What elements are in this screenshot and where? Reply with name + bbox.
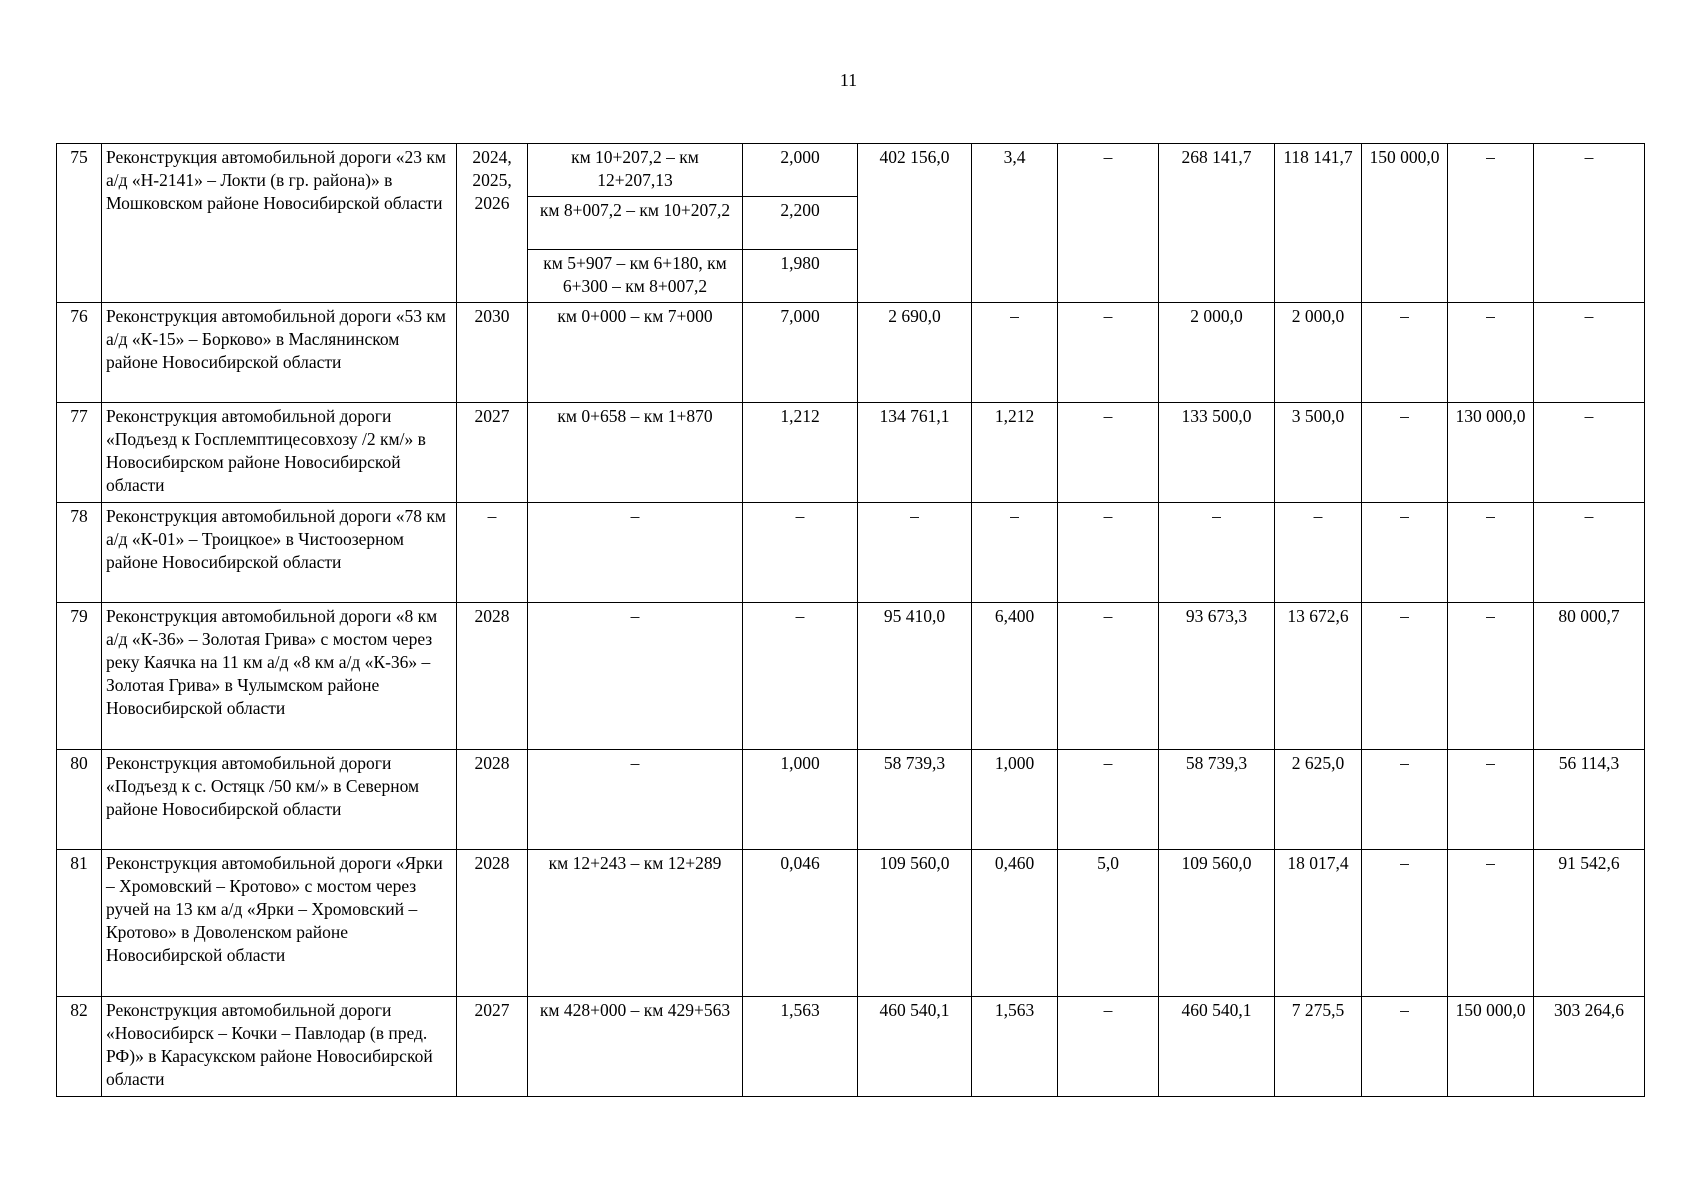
cell-value: – <box>972 503 1058 603</box>
years: 2028 <box>457 603 528 750</box>
cell-value: 109 560,0 <box>858 850 972 997</box>
cell-value: 2 000,0 <box>1159 303 1275 403</box>
road-name: Реконструкция автомобильной дороги «Новосибирск – Кочки – Павлодар (в пред. РФ)» в Карасукском районе Новосибирской области <box>102 997 457 1097</box>
road-name: Реконструкция автомобильной дороги «Подъезд к с. Остяцк /50 км/» в Северном районе Новосибирской области <box>102 750 457 850</box>
row-number: 77 <box>57 403 102 503</box>
cell-value: 58 739,3 <box>1159 750 1275 850</box>
table-row <box>57 603 1645 750</box>
length-km: 1,563 <box>743 997 858 1097</box>
table-row <box>57 303 1645 403</box>
years: 2030 <box>457 303 528 403</box>
cell-value: 6,400 <box>972 603 1058 750</box>
road-name: Реконструкция автомобильной дороги «Ярки – Хромовский – Кротово» с мостом через ручей на 13 км а/д «Ярки – Хромовский – Кротово» в Доволенском районе Новосибирской области <box>102 850 457 997</box>
cell-value: – <box>1362 850 1448 997</box>
cell-value: – <box>1058 750 1159 850</box>
cell-value: – <box>1058 144 1159 303</box>
km-range: км 428+000 – км 429+563 <box>528 997 743 1097</box>
cell-value: 7 275,5 <box>1275 997 1362 1097</box>
years: 2024, 2025, 2026 <box>457 144 528 303</box>
years: 2028 <box>457 750 528 850</box>
cell-value: 13 672,6 <box>1275 603 1362 750</box>
cell-value: 134 761,1 <box>858 403 972 503</box>
cell-value: 2 690,0 <box>858 303 972 403</box>
length-km: 7,000 <box>743 303 858 403</box>
cell-value: 130 000,0 <box>1448 403 1534 503</box>
cell-value: 150 000,0 <box>1362 144 1448 303</box>
cell-value: 91 542,6 <box>1534 850 1645 997</box>
km-range: – <box>528 503 743 603</box>
cell-value: – <box>1534 403 1645 503</box>
cell-value: – <box>1448 303 1534 403</box>
km-range: – <box>528 603 743 750</box>
cell-value: – <box>1448 603 1534 750</box>
road-name: Реконструкция автомобильной дороги «53 км а/д «К-15» – Борково» в Маслянинском районе Новосибирской области <box>102 303 457 403</box>
cell-value: – <box>1362 403 1448 503</box>
road-name: Реконструкция автомобильной дороги «Подъезд к Госплемптицесовхозу /2 км/» в Новосибирском районе Новосибирской области <box>102 403 457 503</box>
cell-value: – <box>1058 603 1159 750</box>
length-km: – <box>743 603 858 750</box>
row-number: 79 <box>57 603 102 750</box>
km-range: – <box>528 750 743 850</box>
cell-value: 56 114,3 <box>1534 750 1645 850</box>
cell-value: – <box>972 303 1058 403</box>
cell-value: – <box>1159 503 1275 603</box>
row-number: 81 <box>57 850 102 997</box>
road-name: Реконструкция автомобильной дороги «8 км а/д «К-36» – Золотая Грива» с мостом через реку Каячка на 11 км а/д «8 км а/д «К-36» – Золотая Грива» в Чулымском районе Новосибирской области <box>102 603 457 750</box>
cell-value: – <box>1058 303 1159 403</box>
cell-value: – <box>1362 303 1448 403</box>
length-km: 0,046 <box>743 850 858 997</box>
length-km: 2,000 <box>743 144 858 197</box>
km-range: км 10+207,2 – км 12+207,13 <box>528 144 743 197</box>
cell-value: 268 141,7 <box>1159 144 1275 303</box>
cell-value: 0,460 <box>972 850 1058 997</box>
row-number: 75 <box>57 144 102 303</box>
road-name: Реконструкция автомобильной дороги «78 км а/д «К-01» – Троицкое» в Чистоозерном районе Новосибирской области <box>102 503 457 603</box>
cell-value: – <box>1275 503 1362 603</box>
cell-value: 460 540,1 <box>858 997 972 1097</box>
km-range: км 8+007,2 – км 10+207,2 <box>528 197 743 250</box>
cell-value: – <box>858 503 972 603</box>
years: 2027 <box>457 997 528 1097</box>
length-km: 1,000 <box>743 750 858 850</box>
km-range: км 12+243 – км 12+289 <box>528 850 743 997</box>
cell-value: – <box>1058 403 1159 503</box>
cell-value: 1,563 <box>972 997 1058 1097</box>
length-km: – <box>743 503 858 603</box>
cell-value: 2 000,0 <box>1275 303 1362 403</box>
table-row <box>57 403 1645 503</box>
row-number: 78 <box>57 503 102 603</box>
cell-value: 402 156,0 <box>858 144 972 303</box>
cell-value: – <box>1448 750 1534 850</box>
row-number: 80 <box>57 750 102 850</box>
cell-value: 3 500,0 <box>1275 403 1362 503</box>
road-name: Реконструкция автомобильной дороги «23 км а/д «Н-2141» – Локти (в гр. района)» в Мошковском районе Новосибирской области <box>102 144 457 303</box>
years: – <box>457 503 528 603</box>
cell-value: 95 410,0 <box>858 603 972 750</box>
km-range: км 0+658 – км 1+870 <box>528 403 743 503</box>
table-row <box>57 997 1645 1097</box>
cell-value: 58 739,3 <box>858 750 972 850</box>
cell-value: – <box>1362 997 1448 1097</box>
row-number: 76 <box>57 303 102 403</box>
km-range: км 5+907 – км 6+180, км 6+300 – км 8+007,2 <box>528 250 743 303</box>
length-km: 1,980 <box>743 250 858 303</box>
cell-value: 303 264,6 <box>1534 997 1645 1097</box>
table-row <box>57 750 1645 850</box>
cell-value: 133 500,0 <box>1159 403 1275 503</box>
cell-value: – <box>1362 503 1448 603</box>
cell-value: 80 000,7 <box>1534 603 1645 750</box>
table-row <box>57 503 1645 603</box>
cell-value: – <box>1448 503 1534 603</box>
road-reconstruction-table <box>56 143 1645 1097</box>
cell-value: – <box>1362 603 1448 750</box>
cell-value: 2 625,0 <box>1275 750 1362 850</box>
years: 2027 <box>457 403 528 503</box>
cell-value: – <box>1534 503 1645 603</box>
cell-value: – <box>1058 997 1159 1097</box>
cell-value: – <box>1534 303 1645 403</box>
cell-value: 150 000,0 <box>1448 997 1534 1097</box>
cell-value: 3,4 <box>972 144 1058 303</box>
cell-value: – <box>1058 503 1159 603</box>
cell-value: – <box>1448 850 1534 997</box>
years: 2028 <box>457 850 528 997</box>
cell-value: 109 560,0 <box>1159 850 1275 997</box>
cell-value: 1,000 <box>972 750 1058 850</box>
table-row <box>57 144 1645 197</box>
cell-value: 93 673,3 <box>1159 603 1275 750</box>
table-row <box>57 850 1645 997</box>
cell-value: – <box>1362 750 1448 850</box>
page-number: 11 <box>839 70 858 90</box>
row-number: 82 <box>57 997 102 1097</box>
cell-value: – <box>1534 144 1645 303</box>
cell-value: – <box>1448 144 1534 303</box>
cell-value: 5,0 <box>1058 850 1159 997</box>
km-range: км 0+000 – км 7+000 <box>528 303 743 403</box>
length-km: 1,212 <box>743 403 858 503</box>
cell-value: 460 540,1 <box>1159 997 1275 1097</box>
cell-value: 18 017,4 <box>1275 850 1362 997</box>
cell-value: 118 141,7 <box>1275 144 1362 303</box>
cell-value: 1,212 <box>972 403 1058 503</box>
length-km: 2,200 <box>743 197 858 250</box>
